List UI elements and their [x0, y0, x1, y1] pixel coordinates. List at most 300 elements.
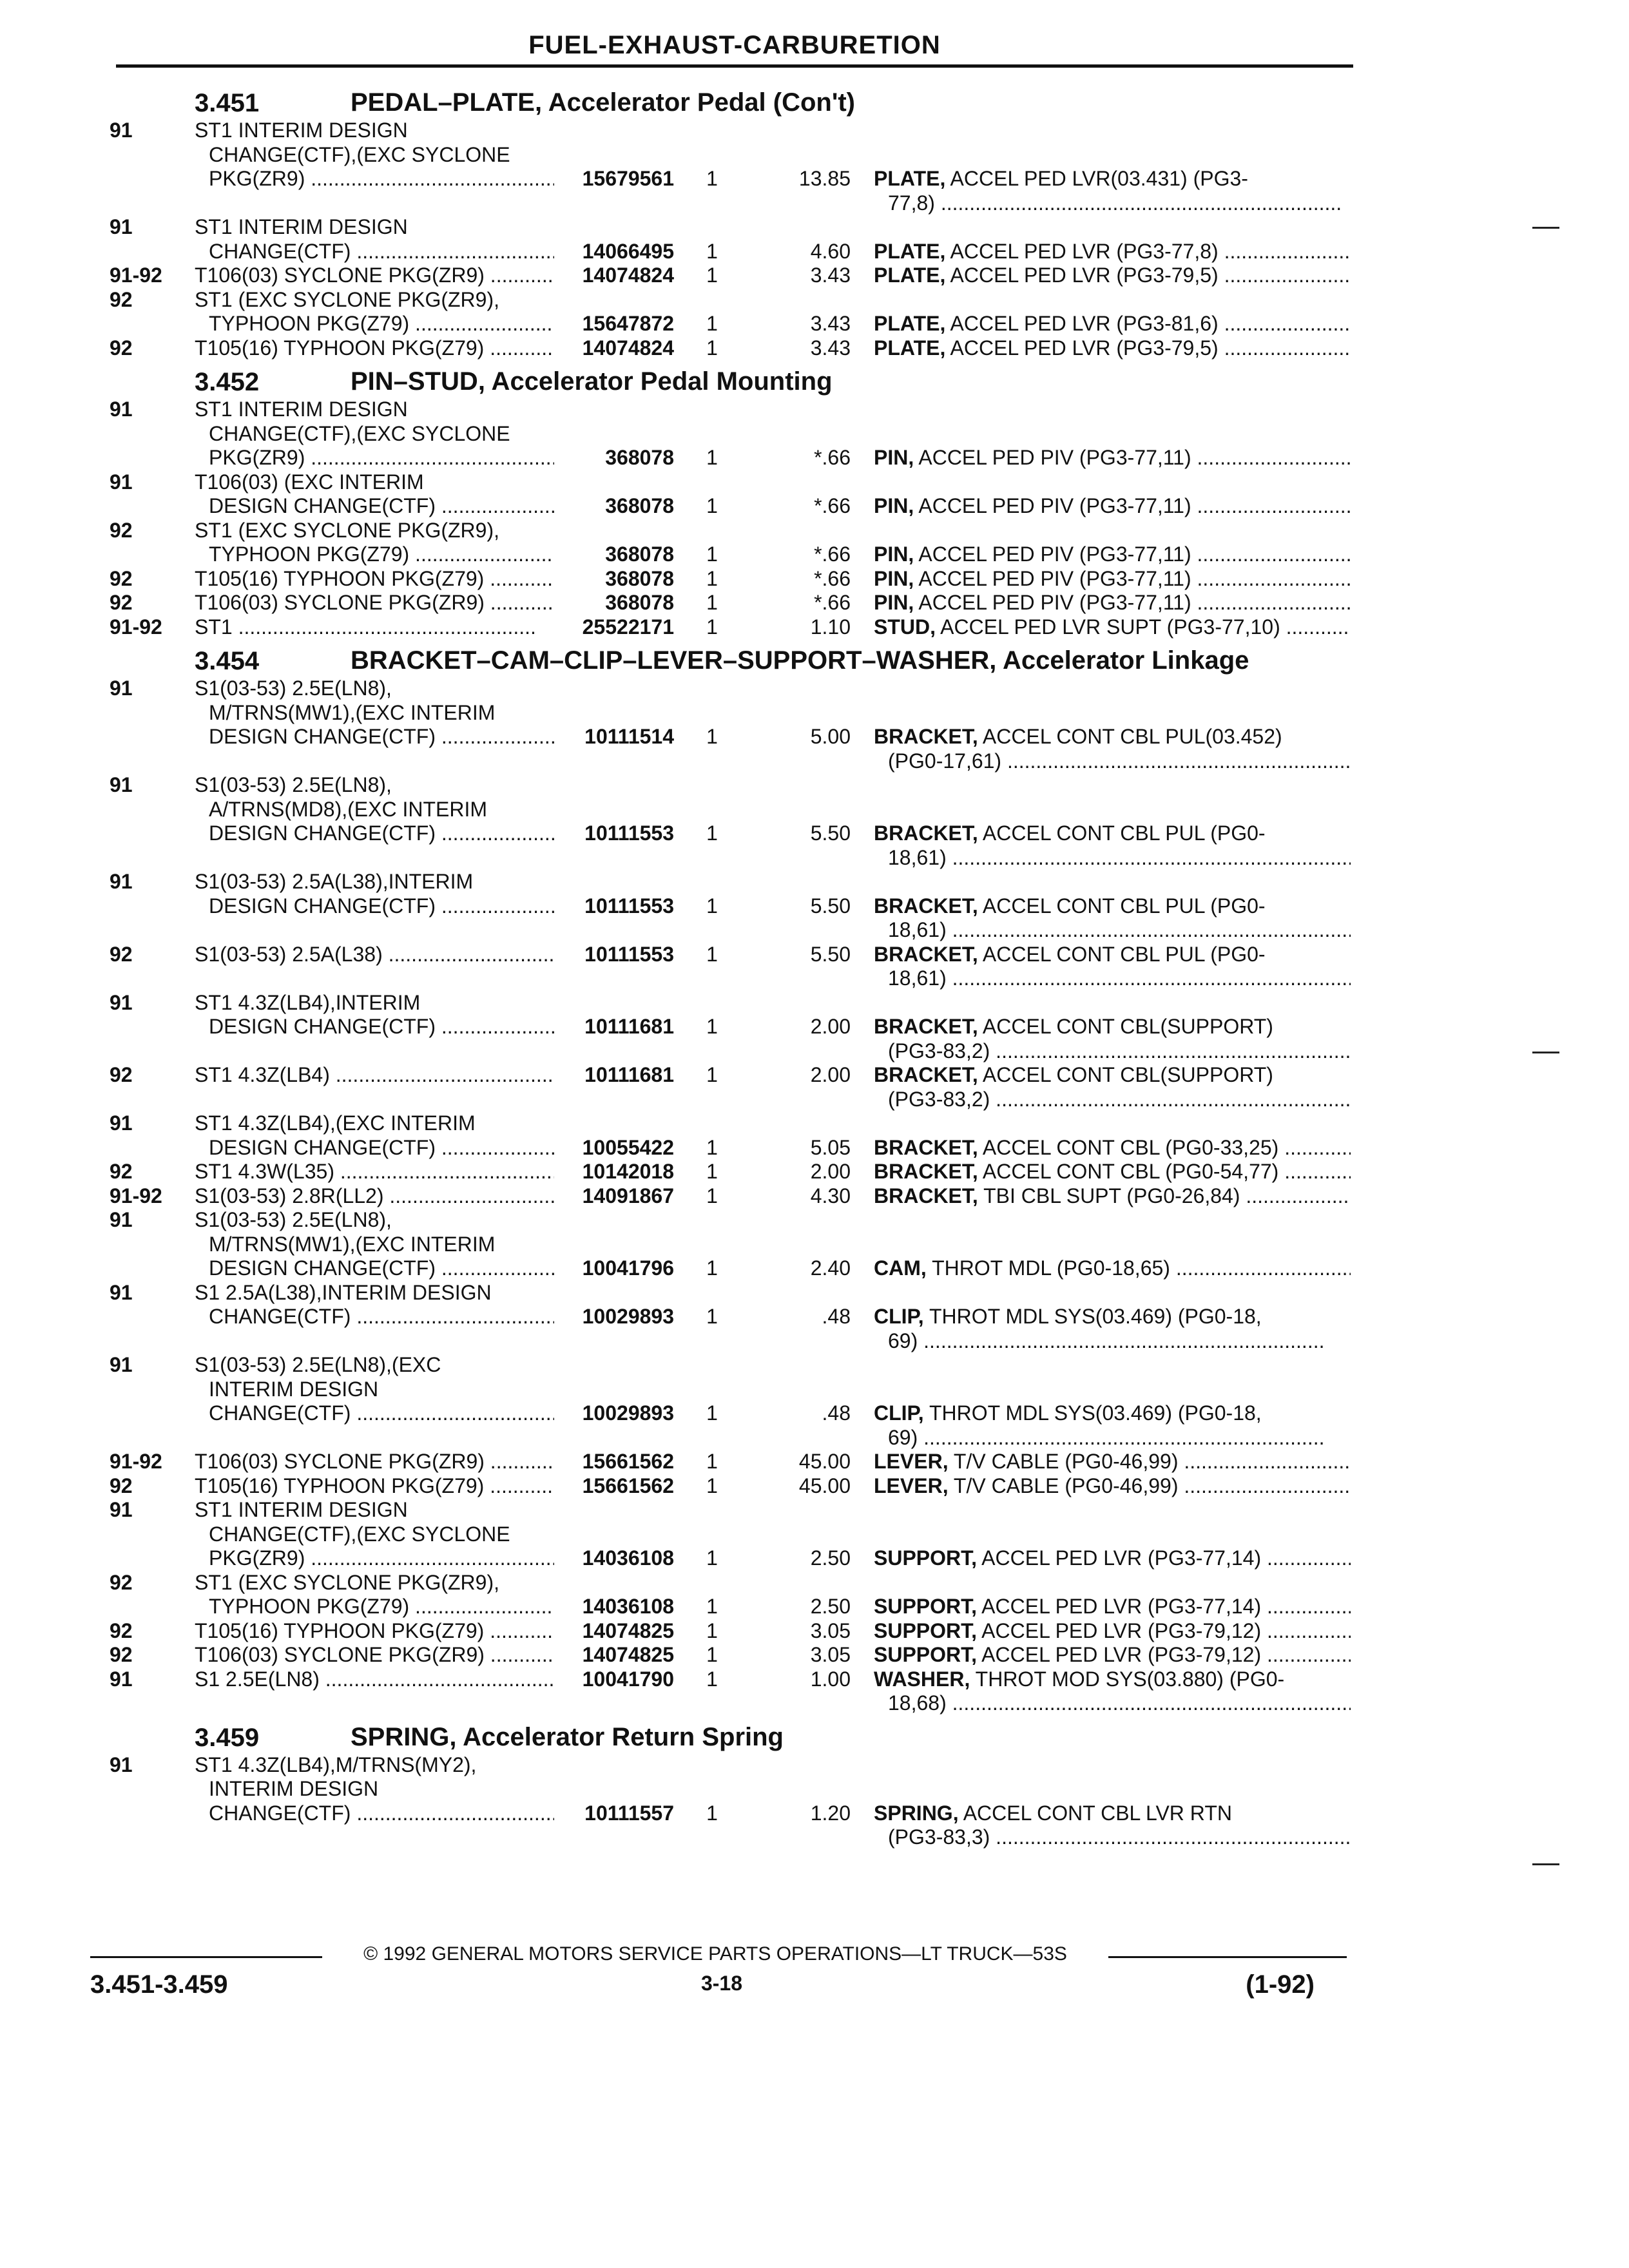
quantity: 1 [706, 1546, 718, 1570]
quantity: 1 [706, 942, 718, 966]
section-number: 3.459 [195, 1723, 260, 1752]
application-line: DESIGN CHANGE(CTF) ..... [195, 894, 581, 919]
footer-page-number: 3-18 [700, 1972, 743, 1995]
application-line: T106(03) SYCLONE PKG(ZR9) ..... [195, 264, 581, 288]
part-row [110, 470, 1366, 519]
description [874, 167, 1351, 215]
margin-tick [1532, 1052, 1559, 1053]
part-row [110, 677, 1366, 773]
part-number: 25522171 [554, 615, 674, 640]
description-line [874, 240, 1351, 264]
description [874, 1015, 1351, 1063]
description-line [874, 446, 1351, 470]
part-row [110, 1063, 1366, 1111]
application [195, 519, 581, 567]
description-text: ACCEL CONT CBL(SUPPORT) [978, 1015, 1273, 1038]
model-year: 91 [110, 398, 133, 421]
description-line [874, 1802, 1351, 1826]
section-title: PIN–STUD, Accelerator Pedal Mounting [351, 367, 833, 396]
quantity: 1 [706, 1184, 718, 1207]
description-keyword: WASHER, [874, 1667, 970, 1691]
description-text: 69) [888, 1329, 918, 1352]
description-keyword: BRACKET, [874, 894, 978, 918]
model-year: 91 [110, 1667, 133, 1691]
description-line [874, 1160, 1351, 1184]
model-year: 91 [110, 677, 133, 700]
part-row [110, 1450, 1366, 1474]
price: 3.43 [810, 264, 851, 287]
quantity: 1 [706, 591, 718, 614]
part-row [110, 943, 1366, 991]
application [195, 615, 581, 640]
price: 1.00 [810, 1667, 851, 1691]
description-text: ACCEL PED LVR (PG3-79,12) [977, 1643, 1262, 1666]
price: *.66 [814, 494, 851, 517]
price: *.66 [814, 446, 851, 469]
description-text: TBI CBL SUPT (PG0-26,84) [978, 1184, 1240, 1207]
application-line: ST1 INTERIM DESIGN [195, 215, 408, 238]
section-heading [110, 1720, 1366, 1752]
application-line: M/TRNS(MW1),(EXC INTERIM [209, 700, 496, 724]
part-number: 14074824 [554, 336, 674, 361]
price: 13.85 [798, 167, 851, 190]
description-text: ACCEL PED LVR (PG3-79,12) [977, 1619, 1262, 1642]
application-line: DESIGN CHANGE(CTF) ..... [195, 494, 581, 519]
model-year: 92 [110, 287, 133, 311]
model-year: 91 [110, 1208, 133, 1231]
description-line [874, 725, 1351, 749]
application [195, 1667, 581, 1692]
model-year: 91-92 [110, 615, 162, 639]
page-header-title: FUEL-EXHAUST-CARBURETION [528, 31, 941, 59]
quantity: 1 [706, 1643, 718, 1666]
description-text: ACCEL PED LVR (PG3-77,8) [945, 239, 1219, 263]
part-number: 14091867 [554, 1184, 674, 1209]
application-line: T106(03) SYCLONE PKG(ZR9) ..... [195, 591, 581, 615]
part-row [110, 1184, 1366, 1209]
application-line: CHANGE(CTF) ..... [195, 240, 581, 264]
section-heading [110, 643, 1366, 675]
description-text: ACCEL CONT CBL PUL (PG0- [978, 822, 1266, 845]
part-row [110, 398, 1366, 470]
description [874, 1136, 1351, 1160]
description-line [874, 1450, 1351, 1474]
part-number: 10111553 [554, 943, 674, 967]
price: .48 [822, 1305, 851, 1328]
description [874, 567, 1351, 591]
description-keyword: BRACKET, [874, 822, 978, 845]
description [874, 822, 1351, 870]
quantity: 1 [706, 1619, 718, 1642]
description-text: 18,68) [888, 1691, 947, 1715]
section-title: PEDAL–PLATE, Accelerator Pedal (Con't) [351, 88, 855, 117]
description-keyword: PLATE, [874, 336, 946, 360]
part-number: 10111681 [554, 1015, 674, 1039]
price: 4.30 [810, 1184, 851, 1207]
description-line [874, 167, 1351, 191]
description-keyword: PLATE, [874, 312, 946, 335]
description-text: ACCEL PED PIV (PG3-77,11) [914, 566, 1191, 590]
description-line [874, 567, 1351, 591]
model-year: 91 [110, 1353, 133, 1376]
quantity: 1 [706, 1401, 718, 1425]
part-row [110, 264, 1366, 288]
application-line: S1(03-53) 2.5E(LN8), [195, 773, 392, 796]
description [874, 1546, 1351, 1571]
description [874, 1802, 1351, 1850]
part-row [110, 1619, 1366, 1644]
description-line [874, 1619, 1351, 1644]
price: 45.00 [798, 1474, 851, 1497]
description-line [874, 494, 1351, 519]
model-year: 91 [110, 215, 133, 238]
quantity: 1 [706, 894, 718, 918]
parts-list [110, 81, 1366, 1850]
model-year: 91 [110, 1498, 133, 1521]
application-line: T106(03) SYCLONE PKG(ZR9) ..... [195, 1450, 581, 1474]
description-line [874, 1088, 1351, 1112]
description-line [874, 943, 1351, 967]
footer-rule-right [1108, 1956, 1347, 1958]
model-year: 91 [110, 470, 133, 494]
description-text: ACCEL CONT CBL PUL (PG0- [978, 894, 1266, 918]
description-keyword: PIN, [874, 446, 914, 469]
description-line [874, 264, 1351, 288]
model-year: 91-92 [110, 264, 162, 287]
description-text: ACCEL PED PIV (PG3-77,11) [914, 494, 1191, 517]
part-number: 368078 [554, 567, 674, 591]
model-year: 91 [110, 1111, 133, 1135]
part-number: 15661562 [554, 1474, 674, 1499]
description-text: ACCEL PED PIV (PG3-77,11) [914, 446, 1191, 469]
application-line: CHANGE(CTF),(EXC SYCLONE [209, 1522, 510, 1546]
application-line: ST1 4.3W(L35) ..... [195, 1160, 581, 1184]
part-number: 10111681 [554, 1063, 674, 1088]
description-keyword: CAM, [874, 1256, 927, 1280]
model-year: 92 [110, 1160, 133, 1183]
application-line: ST1 4.3Z(LB4),INTERIM [195, 990, 421, 1014]
application-line: TYPHOON PKG(Z79) ..... [195, 1595, 581, 1619]
part-row [110, 567, 1366, 591]
footer-section-range: 3.451-3.459 [90, 1970, 228, 1999]
part-row [110, 215, 1366, 264]
description [874, 1401, 1351, 1450]
application [195, 591, 581, 615]
description-line [874, 1305, 1351, 1329]
part-row [110, 1753, 1366, 1850]
price: 3.43 [810, 336, 851, 360]
application [195, 288, 581, 336]
application-line: CHANGE(CTF) ..... [195, 1802, 581, 1826]
model-year: 91 [110, 1280, 133, 1304]
application-line: S1 2.5E(LN8) ..... [195, 1667, 581, 1692]
part-row [110, 1498, 1366, 1571]
quantity: 1 [706, 239, 718, 263]
description [874, 446, 1351, 470]
application-line: PKG(ZR9) ..... [195, 167, 581, 191]
part-row [110, 1281, 1366, 1354]
part-number: 14074824 [554, 264, 674, 288]
price: 3.05 [810, 1643, 851, 1666]
description-text: ACCEL PED PIV (PG3-77,11) [914, 591, 1191, 614]
description-line [874, 894, 1351, 919]
application [195, 1753, 581, 1826]
description [874, 1184, 1351, 1209]
application-line: ST1 INTERIM DESIGN [195, 398, 408, 421]
description-text: ACCEL PED LVR SUPT (PG3-77,10) [936, 615, 1280, 639]
footer-date: (1-92) [1246, 1970, 1315, 1999]
description-text: ACCEL PED LVR (PG3-77,14) [977, 1546, 1262, 1570]
description-keyword: PIN, [874, 543, 914, 566]
price: 2.00 [810, 1063, 851, 1086]
application-line: ST1 (EXC SYCLONE PKG(ZR9), [195, 1570, 499, 1594]
description [874, 494, 1351, 519]
description-text: ACCEL CONT CBL(SUPPORT) [978, 1063, 1273, 1086]
part-row [110, 1667, 1366, 1716]
application-line: S1(03-53) 2.5E(LN8),(EXC [195, 1353, 441, 1376]
application [195, 1160, 581, 1184]
quantity: 1 [706, 725, 718, 748]
application [195, 398, 581, 470]
description [874, 1474, 1351, 1499]
description-text: ACCEL CONT CBL (PG0-54,77) [978, 1160, 1279, 1183]
application-line: TYPHOON PKG(Z79) ..... [195, 543, 581, 567]
description-text: ACCEL CONT CBL LVR RTN [958, 1801, 1232, 1825]
description-text: 77,8) [888, 191, 935, 215]
quantity: 1 [706, 1595, 718, 1618]
part-number: 14036108 [554, 1546, 674, 1571]
model-year: 92 [110, 1063, 133, 1086]
description-keyword: BRACKET, [874, 1184, 978, 1207]
description-keyword: PLATE, [874, 167, 946, 190]
description-line [874, 615, 1351, 640]
application-line: T105(16) TYPHOON PKG(Z79) ..... [195, 1474, 581, 1499]
application-line: T106(03) (EXC INTERIM [195, 470, 424, 494]
quantity: 1 [706, 1667, 718, 1691]
model-year: 92 [110, 1474, 133, 1497]
model-year: 91 [110, 870, 133, 893]
description [874, 591, 1351, 615]
price: 2.40 [810, 1256, 851, 1280]
quantity: 1 [706, 494, 718, 517]
description-line [874, 1063, 1351, 1088]
description-line [874, 822, 1351, 846]
part-row [110, 1474, 1366, 1499]
description-keyword: CLIP, [874, 1305, 924, 1328]
part-row [110, 1571, 1366, 1619]
part-number: 14036108 [554, 1595, 674, 1619]
model-year: 92 [110, 336, 133, 360]
part-number: 10029893 [554, 1401, 674, 1426]
model-year: 92 [110, 942, 133, 966]
application-line: PKG(ZR9) ..... [195, 446, 581, 470]
application [195, 1571, 581, 1619]
description-text: ACCEL PED LVR(03.431) (PG3- [945, 167, 1248, 190]
description-text: THROT MOD SYS(03.880) (PG0- [970, 1667, 1285, 1691]
application-line: ST1 ..... [195, 615, 581, 640]
price: *.66 [814, 566, 851, 590]
section-title: BRACKET–CAM–CLIP–LEVER–SUPPORT–WASHER, Accelerator Linkage [351, 646, 1249, 675]
description [874, 336, 1351, 361]
application-line: ST1 4.3Z(LB4),M/TRNS(MY2), [195, 1753, 477, 1776]
application-line: ST1 INTERIM DESIGN [195, 119, 408, 142]
application [195, 1111, 581, 1160]
description-keyword: PLATE, [874, 239, 946, 263]
description-keyword: PIN, [874, 591, 914, 614]
description-keyword: CLIP, [874, 1401, 924, 1425]
description-line [874, 1136, 1351, 1160]
part-number: 15679561 [554, 167, 674, 191]
application [195, 677, 581, 749]
model-year: 91-92 [110, 1184, 162, 1207]
part-row [110, 991, 1366, 1064]
part-number: 14074825 [554, 1643, 674, 1667]
part-row [110, 591, 1366, 615]
model-year: 92 [110, 518, 133, 542]
description-keyword: SUPPORT, [874, 1643, 978, 1666]
description-text: THROT MDL SYS(03.469) (PG0-18, [923, 1305, 1262, 1328]
description-line [874, 336, 1351, 361]
model-year: 91 [110, 1753, 133, 1776]
application [195, 470, 581, 519]
part-number: 10111514 [554, 725, 674, 749]
price: *.66 [814, 543, 851, 566]
model-year: 92 [110, 1570, 133, 1594]
quantity: 1 [706, 566, 718, 590]
application-line: S1(03-53) 2.5E(LN8), [195, 677, 392, 700]
application-line: S1(03-53) 2.5A(L38) ..... [195, 943, 581, 967]
price: .48 [822, 1401, 851, 1425]
price: 5.50 [810, 894, 851, 918]
quantity: 1 [706, 1135, 718, 1159]
price: 45.00 [798, 1450, 851, 1473]
description-line [874, 1256, 1351, 1281]
description-line [874, 1039, 1351, 1064]
description-text: THROT MDL (PG0-18,65) [926, 1256, 1170, 1280]
description [874, 1619, 1351, 1644]
part-number: 15647872 [554, 312, 674, 336]
part-number: 14074825 [554, 1619, 674, 1644]
part-row [110, 119, 1366, 215]
part-row [110, 773, 1366, 870]
description [874, 1450, 1351, 1474]
quantity: 1 [706, 446, 718, 469]
description [874, 943, 1351, 991]
part-row [110, 288, 1366, 336]
description-line [874, 1401, 1351, 1426]
description-keyword: BRACKET, [874, 1015, 978, 1038]
description-line [874, 1825, 1351, 1850]
application-line: S1(03-53) 2.5A(L38),INTERIM [195, 870, 474, 893]
description-text: ACCEL PED LVR (PG3-77,14) [977, 1595, 1262, 1618]
price: 2.50 [810, 1595, 851, 1618]
quantity: 1 [706, 312, 718, 335]
application [195, 943, 581, 967]
quantity: 1 [706, 1474, 718, 1497]
part-number: 10111553 [554, 822, 674, 846]
part-number: 368078 [554, 591, 674, 615]
quantity: 1 [706, 1450, 718, 1473]
description-line [874, 543, 1351, 567]
description-keyword: BRACKET, [874, 1063, 978, 1086]
application-line: S1 2.5A(L38),INTERIM DESIGN [195, 1280, 492, 1304]
price: 1.20 [810, 1801, 851, 1825]
price: 5.50 [810, 822, 851, 845]
footer-rule-left [90, 1956, 322, 1958]
price: 4.60 [810, 239, 851, 263]
model-year: 92 [110, 591, 133, 614]
description [874, 725, 1351, 773]
description-line [874, 1643, 1351, 1667]
part-number: 14066495 [554, 240, 674, 264]
description-keyword: BRACKET, [874, 1160, 978, 1183]
description-text: (PG3-83,2) [888, 1039, 990, 1062]
application-line: A/TRNS(MD8),(EXC INTERIM [209, 797, 487, 821]
quantity: 1 [706, 822, 718, 845]
quantity: 1 [706, 1063, 718, 1086]
description-text: ACCEL CONT CBL (PG0-33,25) [978, 1135, 1279, 1159]
description-keyword: BRACKET, [874, 942, 978, 966]
description [874, 240, 1351, 264]
description-line [874, 966, 1351, 991]
quantity: 1 [706, 167, 718, 190]
part-row [110, 615, 1366, 640]
quantity: 1 [706, 264, 718, 287]
application-line: T106(03) SYCLONE PKG(ZR9) ..... [195, 1643, 581, 1667]
description [874, 894, 1351, 943]
price: 5.50 [810, 942, 851, 966]
description-keyword: LEVER, [874, 1474, 949, 1497]
part-number: 10029893 [554, 1305, 674, 1329]
description-text: ACCEL PED LVR (PG3-79,5) [945, 264, 1219, 287]
description-text: (PG3-83,2) [888, 1087, 990, 1111]
part-number: 368078 [554, 494, 674, 519]
quantity: 1 [706, 1015, 718, 1038]
application-line: S1(03-53) 2.5E(LN8), [195, 1208, 392, 1231]
application-line: T105(16) TYPHOON PKG(Z79) ..... [195, 1619, 581, 1644]
part-number: 10111553 [554, 894, 674, 919]
description [874, 615, 1351, 640]
quantity: 1 [706, 615, 718, 639]
description-line [874, 1426, 1351, 1450]
description-keyword: SUPPORT, [874, 1619, 978, 1642]
description-keyword: BRACKET, [874, 1135, 978, 1159]
price: 2.00 [810, 1015, 851, 1038]
description-keyword: PIN, [874, 494, 914, 517]
price: *.66 [814, 591, 851, 614]
part-row [110, 1643, 1366, 1667]
quantity: 1 [706, 1801, 718, 1825]
description-text: THROT MDL SYS(03.469) (PG0-18, [923, 1401, 1262, 1425]
description-line [874, 918, 1351, 943]
model-year: 92 [110, 1643, 133, 1666]
part-number: 10041796 [554, 1256, 674, 1281]
application-line: CHANGE(CTF),(EXC SYCLONE [209, 421, 510, 445]
description [874, 1256, 1351, 1281]
description-line [874, 846, 1351, 870]
application [195, 264, 581, 288]
part-row [110, 870, 1366, 943]
part-row [110, 519, 1366, 567]
description-line [874, 749, 1351, 774]
description-keyword: SUPPORT, [874, 1595, 978, 1618]
header-rule [116, 64, 1353, 68]
part-row [110, 336, 1366, 361]
description-line [874, 1184, 1351, 1209]
description-text: 18,61) [888, 918, 947, 941]
section-number: 3.451 [195, 89, 260, 117]
description [874, 1305, 1351, 1353]
